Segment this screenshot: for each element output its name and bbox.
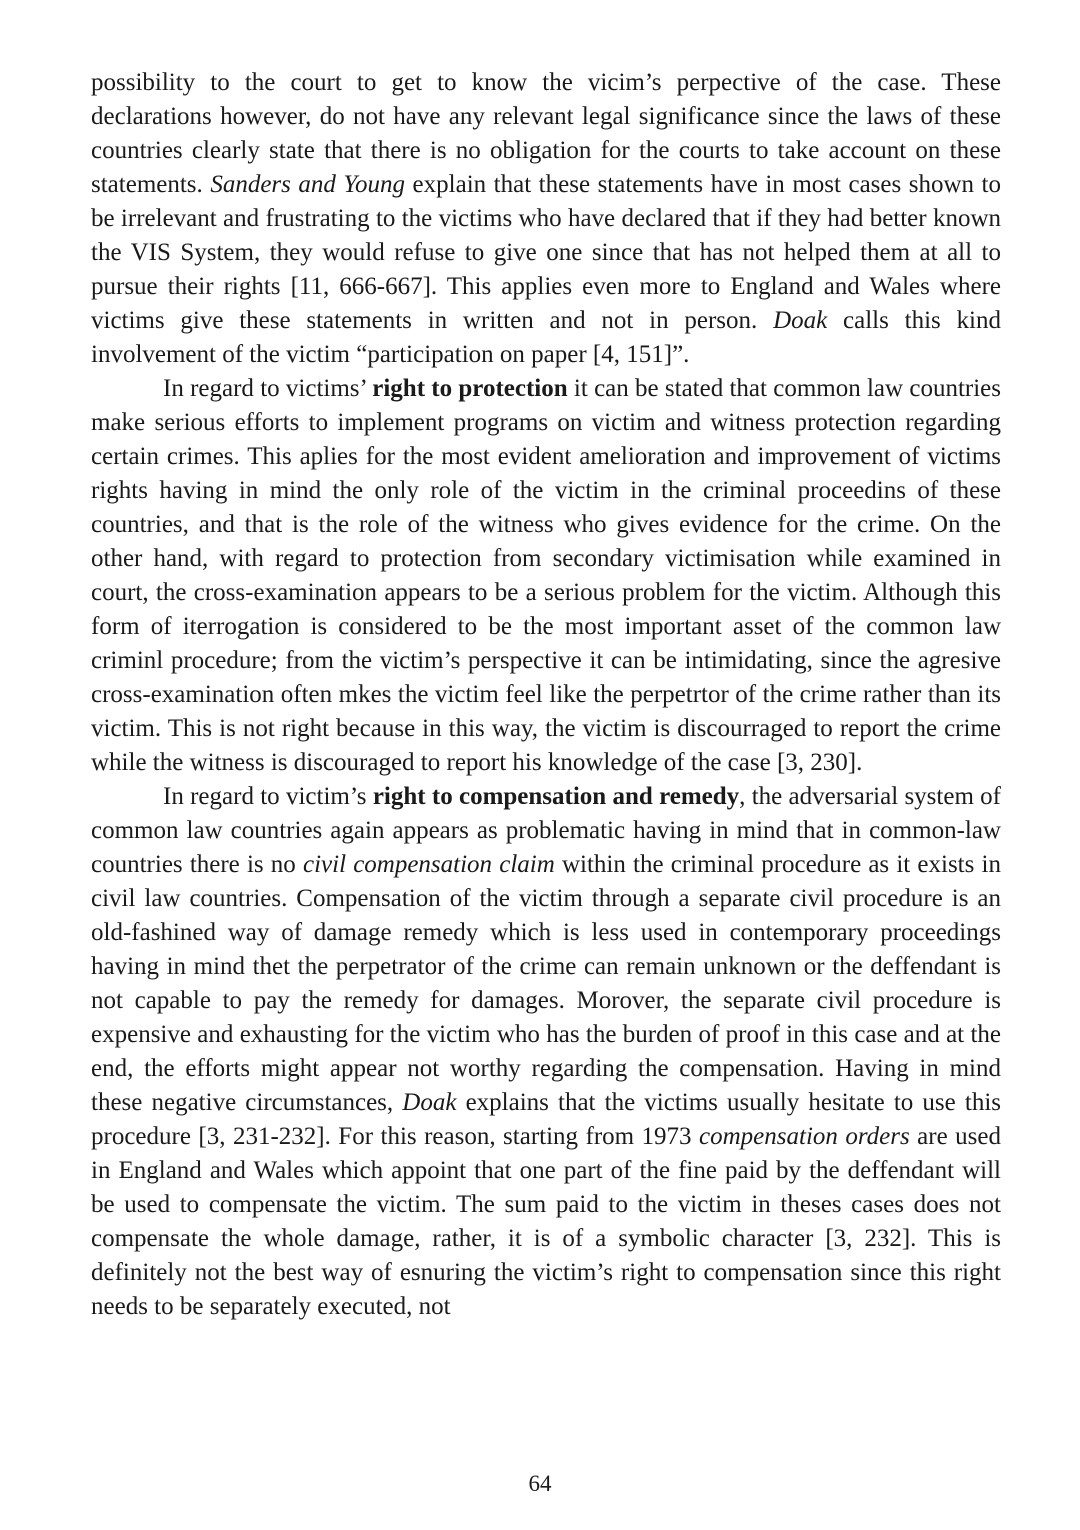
text-run: possibility to the court to get to know the vicim’s perpective of the case. These declarations however, do not have any relevant legal significance since the laws of these countries clearly state that there is no obligation for the courts to take account on these statements. bbox=[91, 69, 1001, 198]
text-run: are used in England and Wales which appoint that one part of the fine paid by the deffendant will be used to compensate the victim. The sum paid to the victim in theses cases does not compensate the whole damage, rather, it is of a symbolic character [3, 232]. This is definitely not the best way of esnuring the victim’s right to compensation since this right needs to be separately executed, not bbox=[91, 1123, 1001, 1320]
text-run: In regard to victim’s bbox=[163, 783, 373, 810]
text-run: calls this kind involvement of the victim “participation on paper [4, 151]”. bbox=[91, 307, 1001, 368]
paragraph-1 bbox=[91, 66, 1001, 372]
bold-term: right to compensation and remedy bbox=[372, 783, 740, 810]
italic-term: civil compensation claim bbox=[302, 851, 555, 878]
body-text bbox=[91, 66, 1001, 1324]
paragraph-2 bbox=[91, 372, 1001, 780]
text-run: explains that the victims usually hesitate to use this procedure [3, 231-232]. For this reason, starting from 1973 bbox=[91, 1089, 1001, 1150]
text-run: within the criminal procedure as it exists in civil law countries. Compensation of the victim through a separate civil procedure is an old-fashined way of damage remedy which is less used in contemporary proceedings having in mind thet the perpetrator of the crime can remain unknown or the deffendant is not capable to pay the remedy for damages. Morover, the separate civil procedure is expensive and exhausting for the victim who has the burden of proof in this case and at the end, the efforts might appear not worthy regarding the compensation. Having in mind these negative circumstances, bbox=[91, 851, 1001, 1116]
italic-term: Doak bbox=[402, 1089, 457, 1116]
text-run: explain that these statements have in most cases shown to be irrelevant and frustrating to the victims who have declared that if they had better known the VIS System, they would refuse to give one since that has not helped them at all to pursue their rights [11, 666-667]. This applies even more to England and Wales where victims give these statements in written and not in person. bbox=[91, 171, 1001, 334]
italic-term: compensation orders bbox=[699, 1123, 910, 1150]
page-number: 64 bbox=[528, 1471, 552, 1496]
bold-term: right to protection bbox=[372, 375, 568, 402]
text-run: it can be stated that common law countries make serious efforts to implement programs on victim and witness protection regarding certain crimes. This aplies for the most evident amelioration and improvement of victims rights having in mind the only role of the victim in the criminal proceedins of these countries, and that is the role of the witness who gives evidence for the crime. On the other hand, with regard to protection from secondary victimisation while examined in court, the cross-examination appears to be a serious problem for the victim. Although this form of iterrogation is considered to be the most important asset of the common law criminl procedure; from the victim’s perspective it can be intimidating, since the agresive cross-examination often mkes the victim feel like the perpetrtor of the crime rather than its victim. This is not right because in this way, the victim is discourraged to report the crime while the witness is discouraged to report his knowledge of the case [3, 230]. bbox=[91, 375, 1001, 776]
italic-term: Sanders and Young bbox=[210, 171, 406, 198]
text-run: In regard to victims’ bbox=[163, 375, 373, 402]
text-run: , the adversarial system of common law countries again appears as problematic having in mind that in common-law countries there is no bbox=[91, 783, 1002, 878]
paragraph-3 bbox=[91, 780, 1001, 1324]
italic-term: Doak bbox=[773, 307, 828, 334]
